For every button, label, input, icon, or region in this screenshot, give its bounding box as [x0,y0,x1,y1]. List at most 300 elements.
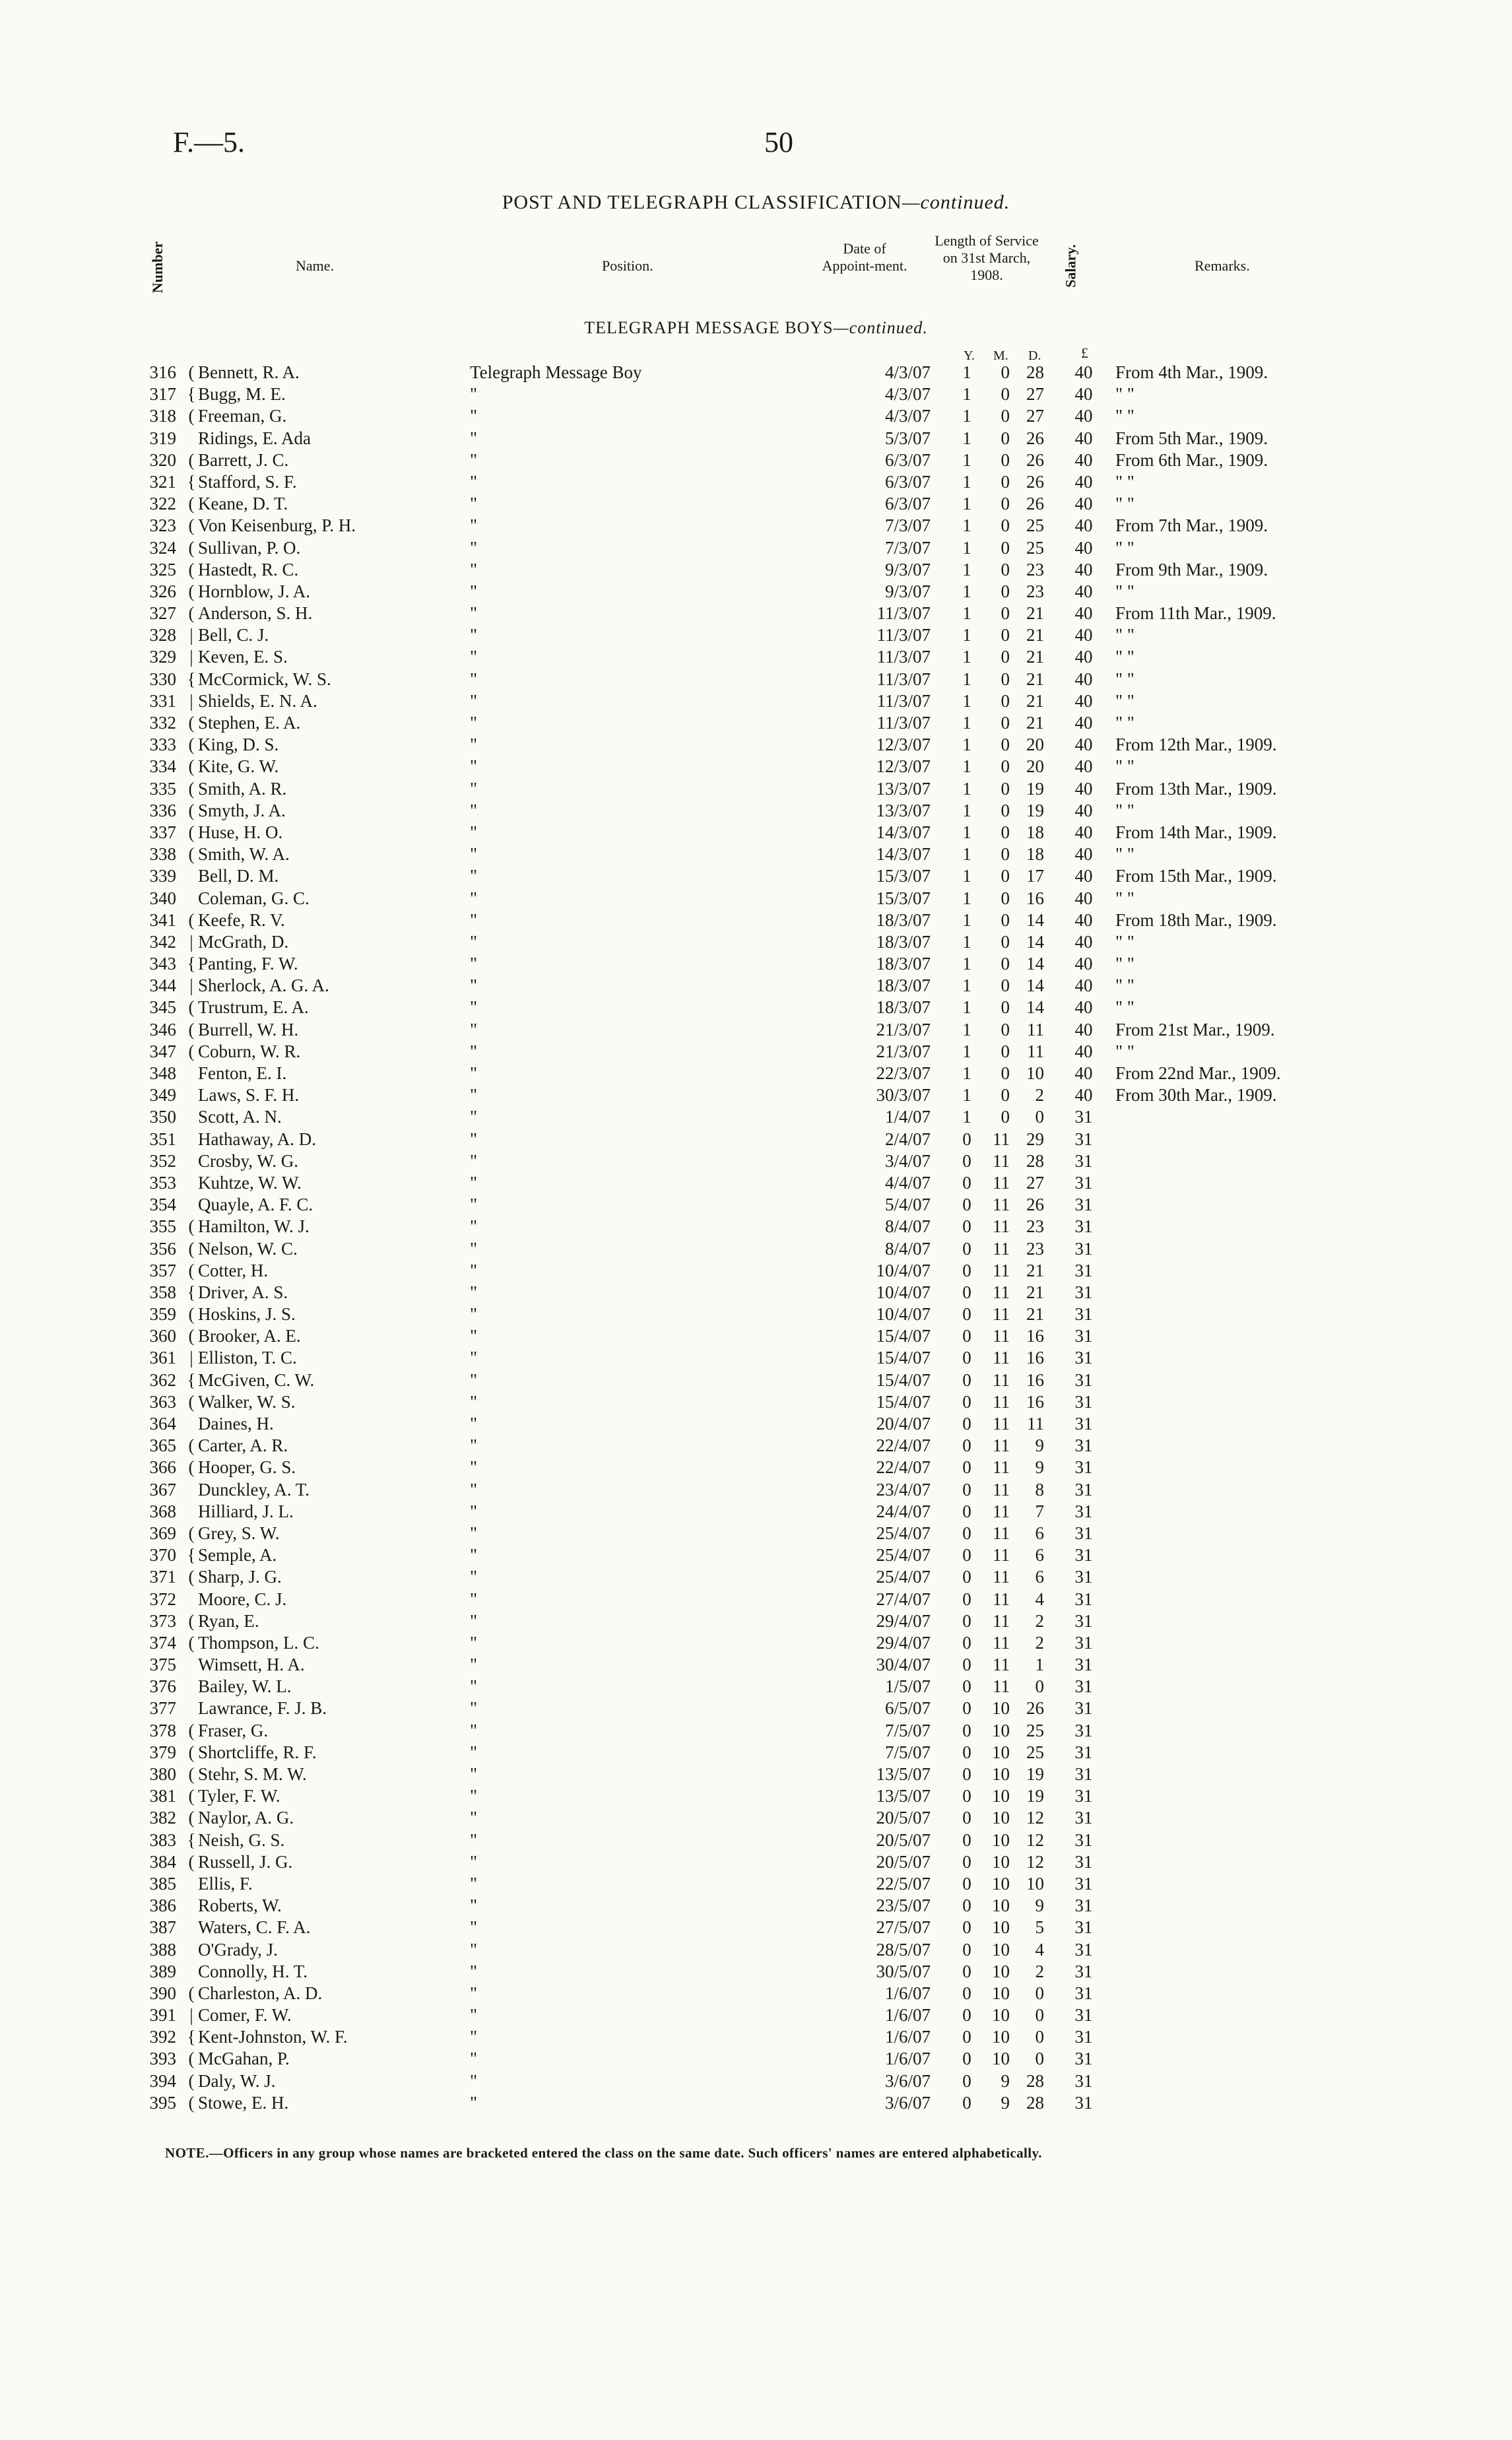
salary: 40 [1074,866,1093,886]
employee-name: Von Keisenburg, P. H. [198,515,356,536]
service-months: 10 [992,1764,1010,1784]
employee-number: 358 [149,1282,176,1302]
service-months: 0 [1001,1107,1010,1127]
bracket-mark: ( [188,909,195,930]
remarks: " " [1115,931,1134,952]
service-months: 0 [1001,362,1010,382]
salary: 40 [1074,888,1093,908]
employee-number: 359 [149,1304,176,1325]
service-days: 21 [1026,603,1044,624]
service-years: 0 [962,1589,971,1609]
service-months: 11 [993,1414,1010,1434]
table-row [0,1566,1512,1588]
table-row [0,1917,1512,1938]
employee-number: 345 [149,997,176,1018]
position: " [470,1896,478,1916]
section-title-continued: —continued. [833,318,928,337]
table-row [0,712,1512,734]
service-years: 1 [962,494,971,514]
table-row [0,603,1512,624]
table-row [0,428,1512,449]
service-months: 10 [992,1917,1010,1938]
appointment-date: 20/5/07 [876,1808,931,1828]
employee-name: Barrett, J. C. [198,449,289,470]
position: " [470,384,478,405]
salary: 40 [1074,647,1093,667]
bracket-mark: | [189,975,193,996]
employee-name: Crosby, W. G. [198,1150,299,1171]
employee-number: 340 [149,888,176,908]
salary: 40 [1074,713,1093,733]
column-header-salary: Salary. [1062,244,1079,288]
employee-name: Neish, G. S. [198,1830,285,1850]
table-row [0,559,1512,581]
bracket-mark: ( [188,1983,195,2003]
salary: 31 [1074,1435,1093,1456]
employee-number: 355 [149,1216,176,1237]
position: " [470,1041,478,1061]
salary: 31 [1074,1260,1093,1280]
employee-name: Smith, W. A. [198,844,290,865]
column-header-date: Date of Appoint-ment. [822,240,907,274]
service-years: 1 [962,625,971,645]
bracket-mark: ( [188,997,195,1018]
service-years: 0 [962,1369,971,1390]
appointment-date: 10/4/07 [876,1260,931,1280]
salary: 40 [1074,559,1093,579]
bracket-mark: ( [188,362,195,382]
employee-number: 367 [149,1479,176,1500]
salary: 31 [1074,1567,1093,1587]
table-row [0,756,1512,777]
appointment-date: 3/4/07 [884,1150,931,1171]
appointment-date: 1/6/07 [884,2049,931,2069]
service-years: 1 [962,1063,971,1083]
service-months: 10 [992,1896,1010,1916]
remarks: " " [1115,975,1134,996]
appointment-date: 9/3/07 [884,581,931,601]
employee-number: 360 [149,1326,176,1346]
employee-number: 337 [149,822,176,842]
employee-number: 388 [149,1939,176,1960]
service-months: 10 [992,1808,1010,1828]
service-years: 1 [962,449,971,470]
appointment-date: 1/6/07 [884,2027,931,2047]
service-years: 1 [962,954,971,974]
service-days: 27 [1026,406,1044,426]
employee-number: 364 [149,1414,176,1434]
appointment-date: 1/4/07 [884,1107,931,1127]
service-years: 0 [962,1851,971,1872]
employee-number: 384 [149,1851,176,1872]
salary: 31 [1074,1523,1093,1543]
remarks: From 12th Mar., 1909. [1115,735,1277,755]
employee-number: 386 [149,1896,176,1916]
remarks: " " [1115,537,1134,558]
appointment-date: 6/3/07 [884,449,931,470]
employee-number: 338 [149,844,176,865]
salary: 31 [1074,1195,1093,1215]
appointment-date: 1/5/07 [884,1676,931,1697]
bracket-mark: ( [188,581,195,601]
service-years: 1 [962,406,971,426]
position: " [470,494,478,514]
position: " [470,1589,478,1609]
service-years: 0 [962,1655,971,1675]
service-years: 0 [962,1260,971,1280]
position: " [470,844,478,865]
salary: 40 [1074,844,1093,865]
service-years: 0 [962,1391,971,1412]
remarks: " " [1115,384,1134,405]
table-row [0,1216,1512,1237]
salary: 31 [1074,1216,1093,1237]
salary: 31 [1074,1851,1093,1872]
employee-name: Smyth, J. A. [198,800,286,820]
service-days: 16 [1026,888,1044,908]
position: " [470,1676,478,1697]
section-title [0,318,1512,338]
salary: 40 [1074,690,1093,711]
position: " [470,1742,478,1762]
service-days: 16 [1026,1391,1044,1412]
employee-number: 369 [149,1523,176,1543]
appointment-date: 18/3/07 [876,909,931,930]
service-months: 0 [1001,778,1010,799]
remarks: From 15th Mar., 1909. [1115,866,1277,886]
position: " [470,1260,478,1280]
salary: 31 [1074,1939,1093,1960]
service-years: 0 [962,1764,971,1784]
table-row [0,1435,1512,1457]
unit-years: Y. [964,348,975,363]
table-row [0,449,1512,471]
remarks: " " [1115,581,1134,601]
service-months: 11 [993,1567,1010,1587]
appointment-date: 3/6/07 [884,2070,931,2091]
service-years: 1 [962,384,971,405]
appointment-date: 30/4/07 [876,1655,931,1675]
service-months: 11 [993,1479,1010,1500]
service-months: 10 [992,1698,1010,1719]
table-row [0,1610,1512,1632]
appointment-date: 21/3/07 [876,1041,931,1061]
salary: 31 [1074,2049,1093,2069]
salary: 40 [1074,669,1093,689]
employee-name: Charleston, A. D. [198,1983,323,2003]
bracket-mark: ( [188,1720,195,1740]
service-months: 11 [993,1260,1010,1280]
service-days: 5 [1035,1917,1044,1938]
bracket-mark: ( [188,1851,195,1872]
remarks: " " [1115,669,1134,689]
employee-number: 318 [149,406,176,426]
salary: 31 [1074,1720,1093,1740]
service-days: 2 [1035,1610,1044,1631]
position: " [470,2070,478,2091]
employee-number: 353 [149,1172,176,1193]
service-days: 16 [1026,1326,1044,1346]
employee-name: Bailey, W. L. [198,1676,292,1697]
appointment-date: 15/3/07 [876,866,931,886]
position: " [470,1786,478,1806]
employee-number: 377 [149,1698,176,1719]
service-years: 0 [962,1742,971,1762]
service-months: 11 [993,1369,1010,1390]
employee-number: 328 [149,625,176,645]
employee-number: 336 [149,800,176,820]
employee-number: 378 [149,1720,176,1740]
appointment-date: 20/5/07 [876,1830,931,1850]
bracket-mark: ( [188,2092,195,2113]
salary: 40 [1074,800,1093,820]
position: " [470,449,478,470]
appointment-date: 27/4/07 [876,1589,931,1609]
service-years: 0 [962,1501,971,1521]
service-years: 1 [962,559,971,579]
employee-name: Stehr, S. M. W. [198,1764,307,1784]
service-months: 11 [993,1304,1010,1325]
service-years: 1 [962,362,971,382]
service-days: 26 [1026,471,1044,492]
salary: 31 [1074,1610,1093,1631]
table-row [0,1676,1512,1698]
table-row [0,888,1512,909]
section-title-main: TELEGRAPH MESSAGE BOYS [584,318,834,337]
table-row [0,1194,1512,1216]
appointment-date: 27/5/07 [876,1917,931,1938]
service-years: 1 [962,1107,971,1127]
service-years: 1 [962,997,971,1018]
salary: 31 [1074,1326,1093,1346]
service-years: 0 [962,1720,971,1740]
position: " [470,1238,478,1259]
service-days: 1 [1035,1655,1044,1675]
employee-number: 389 [149,1961,176,1981]
table-row [0,1084,1512,1106]
service-days: 6 [1035,1567,1044,1587]
employee-name: Semple, A. [198,1545,277,1566]
salary: 31 [1074,1830,1093,1850]
service-years: 0 [962,2092,971,2113]
employee-number: 342 [149,931,176,952]
service-days: 2 [1035,1085,1044,1105]
table-row [0,1698,1512,1719]
position: " [470,1479,478,1500]
service-months: 0 [1001,713,1010,733]
table-row [0,690,1512,712]
remarks: " " [1115,471,1134,492]
service-days: 14 [1026,975,1044,996]
position: " [470,625,478,645]
document-code: F.—5. [173,126,245,158]
table-row [0,1150,1512,1172]
service-years: 1 [962,1085,971,1105]
table-row [0,1895,1512,1917]
employee-name: Dunckley, A. T. [198,1479,310,1500]
appointment-date: 12/3/07 [876,756,931,777]
service-years: 1 [962,735,971,755]
table-row [0,1720,1512,1742]
service-years: 1 [962,471,971,492]
position: " [470,1107,478,1127]
page-number: 50 [764,126,793,158]
service-years: 0 [962,1216,971,1237]
employee-number: 317 [149,384,176,405]
service-days: 2 [1035,1632,1044,1653]
service-years: 0 [962,1326,971,1346]
position: " [470,581,478,601]
appointment-date: 23/4/07 [876,1479,931,1500]
service-months: 10 [992,1742,1010,1762]
service-years: 1 [962,866,971,886]
unit-pounds: £ [1081,345,1088,361]
salary: 40 [1074,384,1093,405]
table-row [0,669,1512,690]
service-years: 0 [962,1830,971,1850]
employee-number: 393 [149,2049,176,2069]
salary: 31 [1074,1632,1093,1653]
salary: 31 [1074,1238,1093,1259]
table-row [0,2048,1512,2070]
service-years: 0 [962,2005,971,2026]
remarks: From 13th Mar., 1909. [1115,778,1277,799]
appointment-date: 7/5/07 [884,1742,931,1762]
position: " [470,866,478,886]
service-days: 27 [1026,384,1044,405]
employee-name: Grey, S. W. [198,1523,280,1543]
position: " [470,1435,478,1456]
service-years: 1 [962,515,971,536]
employee-number: 326 [149,581,176,601]
employee-number: 381 [149,1786,176,1806]
position: " [470,1851,478,1872]
employee-name: Trustrum, E. A. [198,997,309,1018]
appointment-date: 8/4/07 [884,1238,931,1259]
appointment-date: 23/5/07 [876,1896,931,1916]
employee-name: Sherlock, A. G. A. [198,975,329,996]
position: " [470,888,478,908]
service-days: 17 [1026,866,1044,886]
column-header-position: Position. [602,257,653,274]
employee-number: 343 [149,954,176,974]
employee-name: Kite, G. W. [198,756,279,777]
bracket-mark: ( [188,1435,195,1456]
service-days: 21 [1026,625,1044,645]
table-row [0,1282,1512,1303]
appointment-date: 18/3/07 [876,931,931,952]
employee-number: 347 [149,1041,176,1061]
employee-name: Naylor, A. G. [198,1808,294,1828]
table-row [0,1830,1512,1851]
position: " [470,1961,478,1981]
employee-name: Keven, E. S. [198,647,288,667]
service-months: 11 [993,1150,1010,1171]
bracket-mark: ( [188,778,195,799]
salary: 31 [1074,1896,1093,1916]
employee-name: Waters, C. F. A. [198,1917,311,1938]
service-years: 0 [962,1983,971,2003]
employee-name: Hamilton, W. J. [198,1216,310,1237]
service-months: 11 [993,1348,1010,1368]
appointment-date: 15/3/07 [876,888,931,908]
employee-number: 375 [149,1655,176,1675]
service-years: 0 [962,1873,971,1894]
table-row [0,1873,1512,1895]
table-row [0,1961,1512,1983]
table-row [0,537,1512,559]
table-row [0,1325,1512,1347]
column-header-name: Name. [296,257,335,274]
service-days: 21 [1026,1304,1044,1325]
service-months: 0 [1001,954,1010,974]
service-years: 0 [962,1304,971,1325]
employee-name: Cotter, H. [198,1260,269,1280]
bracket-mark: | [189,1348,193,1368]
employee-number: 327 [149,603,176,624]
service-months: 0 [1001,690,1010,711]
employee-name: Bugg, M. E. [198,384,286,405]
appointment-date: 7/3/07 [884,515,931,536]
appointment-date: 5/3/07 [884,428,931,448]
appointment-date: 22/3/07 [876,1063,931,1083]
remarks: From 18th Mar., 1909. [1115,909,1277,930]
appointment-date: 11/3/07 [876,713,931,733]
appointment-date: 15/4/07 [876,1369,931,1390]
position: " [470,1391,478,1412]
service-years: 0 [962,1896,971,1916]
remarks: " " [1115,800,1134,820]
remarks: " " [1115,756,1134,777]
salary: 31 [1074,1369,1093,1390]
bracket-mark: ( [188,1238,195,1259]
bracket-mark: | [189,2005,193,2026]
salary: 31 [1074,1457,1093,1478]
appointment-date: 14/3/07 [876,844,931,865]
position: " [470,1150,478,1171]
service-days: 29 [1026,1129,1044,1149]
table-row [0,1413,1512,1435]
table-row [0,1347,1512,1369]
appointment-date: 30/5/07 [876,1961,931,1981]
service-years: 0 [962,1129,971,1149]
service-years: 1 [962,778,971,799]
table-row [0,2070,1512,2092]
salary: 31 [1074,1698,1093,1719]
salary: 40 [1074,1041,1093,1061]
bracket-mark: ( [188,1567,195,1587]
employee-name: Laws, S. F. H. [198,1085,300,1105]
employee-number: 351 [149,1129,176,1149]
employee-name: Quayle, A. F. C. [198,1195,313,1215]
bracket-mark: ( [188,1216,195,1237]
employee-name: Stephen, E. A. [198,713,301,733]
service-months: 11 [993,1216,1010,1237]
position: " [470,822,478,842]
table-row [0,1851,1512,1873]
appointment-date: 13/3/07 [876,800,931,820]
employee-number: 382 [149,1808,176,1828]
service-days: 21 [1026,647,1044,667]
employee-name: Panting, F. W. [198,954,298,974]
employee-name: King, D. S. [198,735,279,755]
classification-table [0,362,1512,2114]
service-years: 0 [962,2070,971,2091]
service-months: 0 [1001,428,1010,448]
bracket-mark: ( [188,1610,195,1631]
salary: 31 [1074,1414,1093,1434]
position: " [470,1282,478,1302]
